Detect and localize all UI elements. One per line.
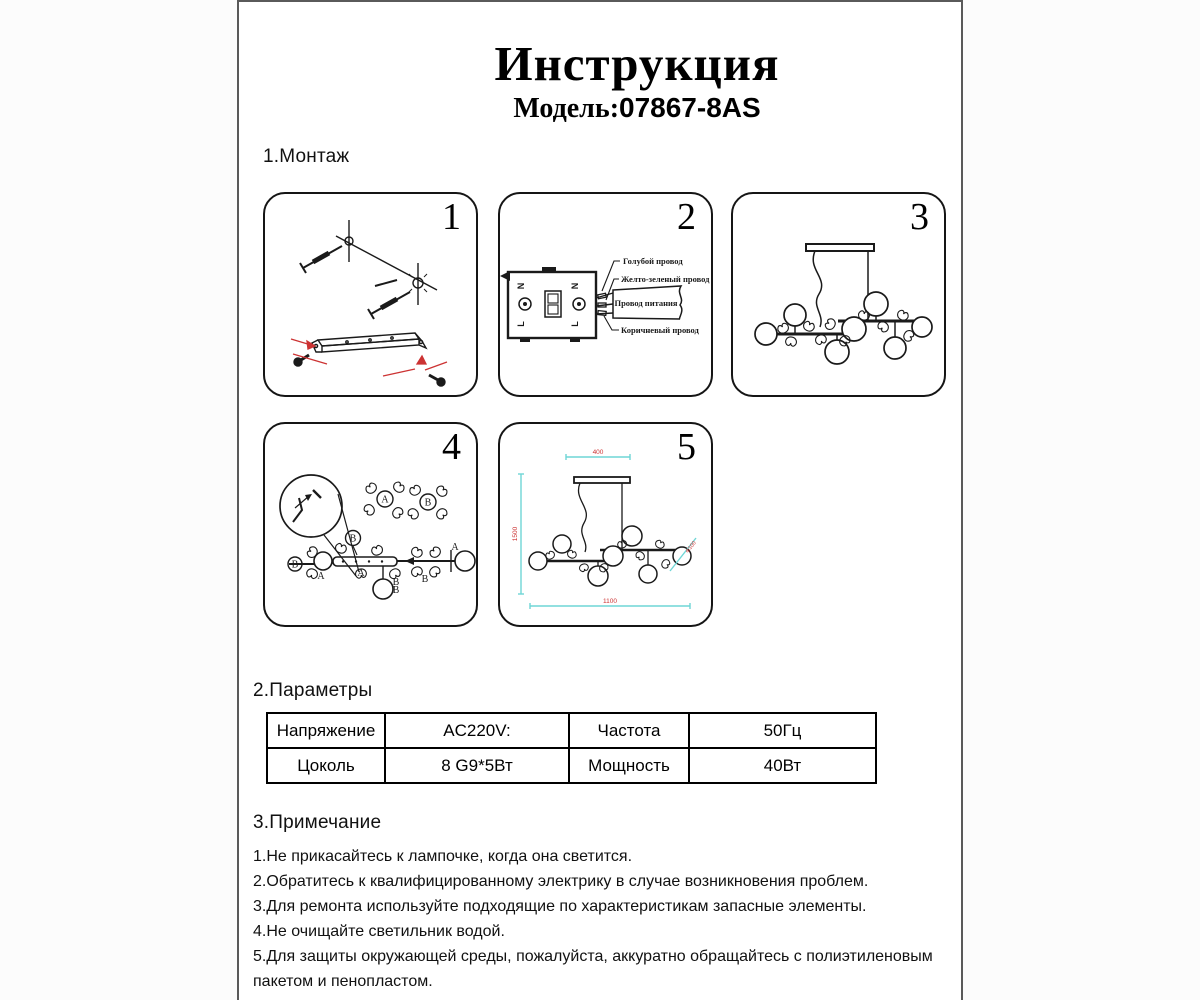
section-notes-heading: 3.Примечание [253,812,382,833]
anchor-bracket-diagram [265,194,476,395]
wire-label-yellow-green: Желто-зеленый провод [621,274,710,284]
terminal-n-right: N [570,282,580,290]
param-power-label: Мощность [569,748,689,783]
param-voltage-value: AC220V: [385,713,569,748]
note-item-2: 2.Обратитесь к квалифицированному электрику в случае возникновения проблем. [253,873,869,890]
panel-mounting-anchors [263,192,478,397]
terminal-n-left: N [516,282,526,290]
header [239,38,961,125]
wiring-diagram [500,194,711,395]
dim-diameter-value: Φ100 [684,540,698,555]
panel-dimensions [498,422,713,627]
letter-a-2: A [357,568,365,579]
note-item-5: 5.Для защиты окружающей среды, пожалуйста, аккуратно обращайтесь с полиэтиленовым пакетом и пенопластом. [253,948,933,990]
circled-b-left-mark: B [291,559,299,571]
parameters-table [266,712,877,784]
table-row [267,748,876,783]
param-socket-value: 8 G9*5Вт [385,748,569,783]
model-line [313,92,961,125]
panel-number-3: 3 [910,196,929,238]
wire-label-power: Провод питания [614,298,678,308]
page-title: Инструкция [494,36,780,91]
panel-chandelier [731,192,946,397]
dim-left-value: 1500 [512,526,519,542]
section-montage-heading: 1.Монтаж [263,146,350,167]
dim-bottom-value: 1100 [603,598,617,605]
terminal-l-right: L [570,321,580,327]
param-voltage-label: Напряжение [267,713,385,748]
panel-number-2: 2 [677,196,696,238]
note-item-3: 3.Для ремонта используйте подходящие по характеристикам запасные элементы. [253,898,867,915]
cluster-b-mark: B [424,497,432,509]
wire-label-blue: Голубой провод [623,256,683,266]
chandelier-drawing [733,194,944,395]
circled-b-mark: B [349,533,357,545]
panel-assembly-parts [263,422,478,627]
param-frequency-value: 50Гц [689,713,876,748]
table-row [267,713,876,748]
note-item-1: 1.Не прикасайтесь к лампочке, когда она светится. [253,848,633,865]
param-frequency-label: Частота [569,713,689,748]
letter-a-3: A [451,542,459,553]
param-power-value: 40Вт [689,748,876,783]
letter-b-2: B [421,574,429,585]
letter-b-1: B [392,577,400,588]
instruction-sheet [237,0,963,1000]
notes-list [253,844,953,994]
section-params-heading: 2.Параметры [253,680,373,701]
dimension-drawing [500,424,711,625]
note-item-4: 4.Не очищайте светильник водой. [253,923,505,940]
letter-a-1: A [317,571,325,582]
model-label: Модель: [513,93,620,124]
panel-wiring [498,192,713,397]
dim-top-value: 400 [592,449,604,456]
panel-number-4: 4 [442,426,461,468]
wire-label-brown: Коричневый провод [621,325,699,335]
terminal-l-left: L [516,321,526,327]
param-socket-label: Цоколь [267,748,385,783]
parts-assembly-diagram [265,424,476,625]
model-value: 07867-8AS [619,92,761,123]
panel-number-5: 5 [677,426,696,468]
panel-number-1: 1 [442,196,461,238]
letter-b-3: B [392,585,400,596]
cluster-a-mark: A [381,494,389,506]
